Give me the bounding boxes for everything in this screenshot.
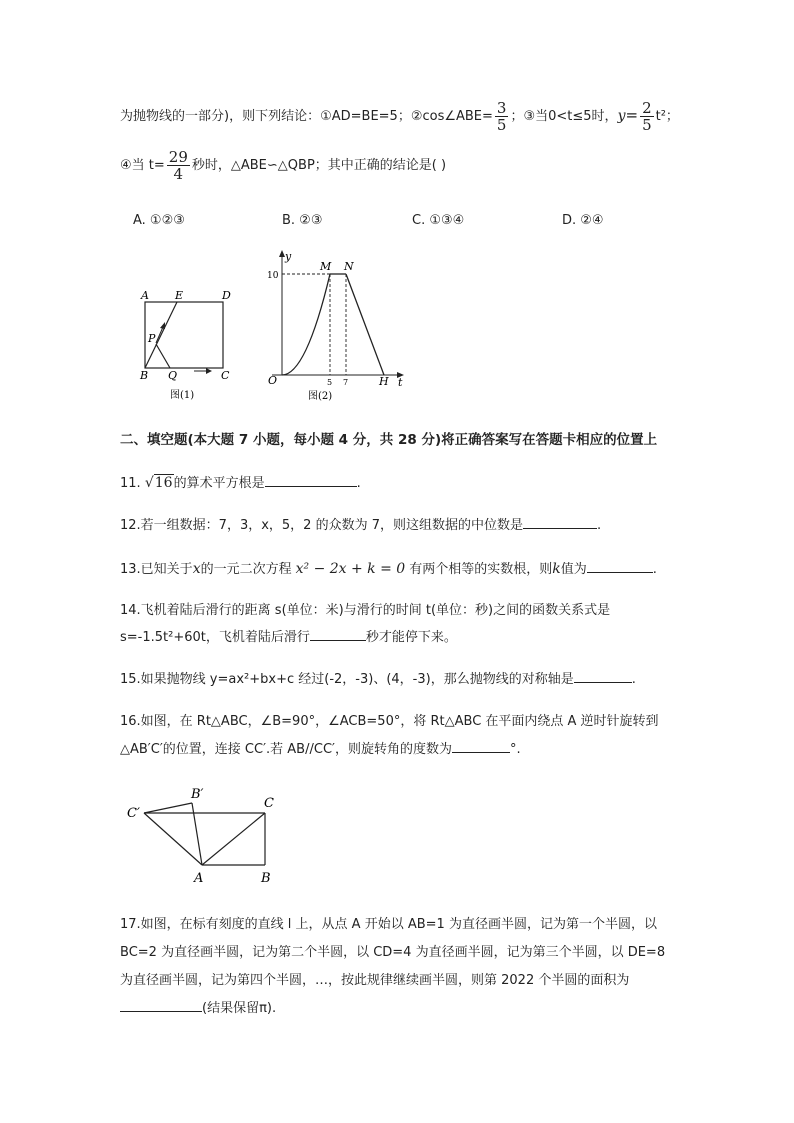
rect-abcd [145,302,223,368]
label-b: B [140,369,149,382]
q14-answer-blank[interactable] [310,628,366,641]
label-b3: B [261,871,271,886]
q13-answer-blank[interactable] [587,560,653,573]
q16-line2: △AB′C′的位置，连接 CC′.若 AB//CC′，则旋转角的度数为 °. [120,742,521,757]
label-d: D [222,289,231,302]
q11-answer-blank[interactable] [265,474,357,487]
seg-a-c [202,813,265,865]
label-bprime: B′ [191,787,204,802]
q11: 11. √16的算术平方根是 . [120,475,361,491]
q15-answer-blank[interactable] [574,670,632,683]
arrow-p-shaft [156,327,163,343]
label-7: 7 [343,378,349,387]
q17-line4: (结果保留π). [120,997,276,1016]
label-o: O [268,374,278,387]
q10-line2: ④当 t= $\frac{29}{4}$ 秒时，△ABE∽△QBP；其中正确的结论是( ) [120,148,447,183]
seg-cprime-bprime [144,803,192,813]
q17-line2: BC=2 为直径画半圆，记为第二个半圆，以 CD=4 为直径画半圆，记为第三个半圆，以 DE=8 [120,945,666,960]
label-e: E [175,289,184,302]
label-t: t [398,376,403,389]
segment-pq [156,344,170,368]
label-n: N [344,260,354,273]
label-5: 5 [327,378,333,387]
q16-line1: 16.如图，在 Rt△ABC，∠B=90°，∠ACB=50°，将 Rt△ABC 在平面内绕点 A 逆时针旋转到 [120,714,659,729]
q10-line1: 为抛物线的一部分)，则下列结论：①AD=BE=5；②cos∠ABE= $\frac{3}{5}$ ；③当0<t≤5时，y= $\frac{2}{5}$ t²； [120,99,679,134]
q16-answer-blank[interactable] [452,740,510,753]
label-c3: C [264,796,274,811]
q14-line2: s=-1.5t²+60t，飞机着陆后滑行 秒才能停下来。 [120,630,457,645]
sqrt-16: √16 [144,475,173,491]
caption-fig1: 图(1) [170,390,195,401]
segment-nh [346,274,384,375]
option-b: B. ②③ [282,213,323,228]
y-fraction: $\frac{2}{5}$ [642,99,652,134]
parabola-om [282,274,330,375]
figure-1 [130,280,250,405]
label-cprime: C′ [127,806,140,821]
q14-line1: 14.飞机着陆后滑行的距离 s(单位：米)与滑行的时间 t(单位：秒)之间的函数关系式是 [120,603,611,618]
q17-line3: 为直径画半圆，记为第四个半圆，…，按此规律继续画半圆，则第 2022 个半圆的面积为 [120,973,630,988]
q15: 15.如果抛物线 y=ax²+bx+c 经过(-2，-3)、(4，-3)，那么抛物线的对称轴是 . [120,672,636,687]
figure-2 [260,248,420,405]
q13: 13.已知关于x的一元二次方程 x² − 2x + k = 0 有两个相等的实数根，则k值为 . [120,561,657,577]
q12-answer-blank[interactable] [523,516,597,529]
arrow-p-head [160,322,165,329]
section-2-heading: 二、填空题(本大题 7 小题，每小题 4 分，共 28 分)将正确答案写在答题卡相应的位置上 [120,432,658,448]
label-h: H [379,375,389,388]
arrow-q-head [206,368,212,374]
q12: 12.若一组数据：7，3，x，5，2 的众数为 7，则这组数据的中位数是 . [120,518,602,533]
label-a: A [141,289,149,302]
label-y: y [285,250,292,263]
seg-cprime-a [144,813,202,865]
label-a3: A [194,871,204,886]
q17-answer-blank[interactable] [120,999,202,1012]
label-p: P [148,332,156,345]
option-a: A. ①②③ [133,213,185,228]
option-c: C. ①③④ [412,213,465,228]
q17-line1: 17.如图，在标有刻度的直线 l 上，从点 A 开始以 AB=1 为直径画半圆，记为第一个半圆，以 [120,917,657,932]
q13-equation: x² − 2x + k = 0 [295,561,406,577]
option-d: D. ②④ [562,213,604,228]
q10-line1-text: 为抛物线的一部分)，则下列结论：①AD=BE=5；②cos∠ABE= [120,109,493,124]
seg-bprime-a [192,803,202,865]
label-q: Q [168,369,178,382]
label-c: C [221,369,230,382]
label-10: 10 [267,271,279,281]
cos-fraction: $\frac{3}{5}$ [496,99,507,134]
t-fraction: $\frac{29}{4}$ [168,148,188,183]
caption-fig2: 图(2) [308,391,333,402]
label-m: M [320,260,332,273]
figure-3 [122,780,292,890]
